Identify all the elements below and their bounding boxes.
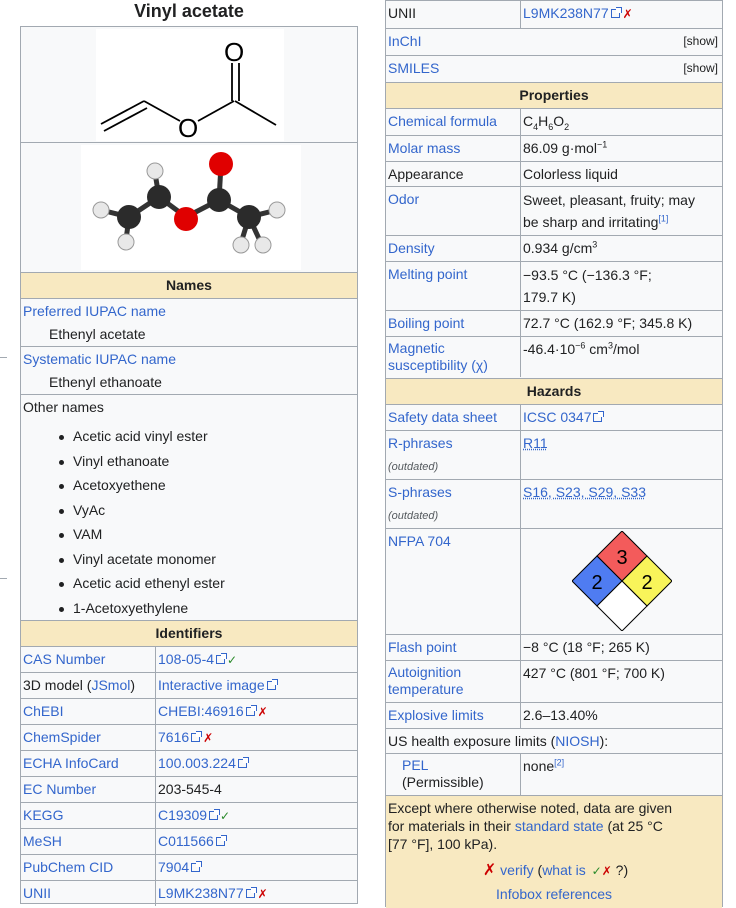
nfpa-704-link[interactable]: NFPA 704 — [388, 533, 451, 549]
explosive-limits-value: 2.6–13.40% — [523, 707, 598, 723]
s-phrases-values[interactable]: S16, S23, S29, S33 — [523, 484, 646, 500]
flash-point-link[interactable]: Flash point — [388, 639, 457, 655]
melting-point-row — [386, 261, 722, 310]
cross-icon: ✗ — [257, 705, 268, 719]
identifier-value: 203-545-4 — [158, 781, 222, 797]
ball-and-stick-model-image[interactable] — [81, 145, 301, 270]
magnetic-value: -46.4·10 — [523, 341, 576, 357]
odor-value-line2: be sharp and irritating — [523, 214, 659, 230]
other-names-label: Other names — [23, 399, 104, 415]
infobox-left — [20, 26, 358, 904]
systematic-iupac-link[interactable]: Systematic IUPAC name — [23, 351, 177, 367]
identifier-label-link[interactable]: CAS Number — [23, 651, 106, 667]
autoignition-row — [386, 660, 722, 702]
identifier-label-link[interactable]: ChemSpider — [23, 729, 101, 745]
other-name-item: Acetic acid ethenyl ester — [59, 571, 225, 596]
identifier-row — [21, 776, 357, 802]
us-health-label: US health exposure limits ( — [388, 733, 556, 749]
molar-mass-link[interactable]: Molar mass — [388, 140, 461, 156]
melting-value-line2: 179.7 K) — [523, 289, 576, 305]
smiles-link[interactable]: SMILES — [388, 60, 440, 76]
pel-reference-link[interactable]: [2] — [554, 757, 565, 768]
pel-value: none — [523, 758, 555, 774]
identifiers-header: Identifiers — [21, 620, 357, 646]
identifier-label-link[interactable]: EC Number — [23, 781, 97, 797]
identifier-row — [21, 698, 357, 724]
other-names-list — [59, 424, 225, 620]
unii-row — [386, 1, 722, 28]
infobox-references-link[interactable]: Infobox references — [496, 886, 612, 902]
cross-icon: ✗ — [203, 731, 214, 745]
infobox-right — [385, 0, 723, 907]
pel-link[interactable]: PEL — [402, 757, 429, 773]
s-phrases-link[interactable]: S-phrases — [388, 484, 452, 500]
autoignition-value: 427 °C (801 °F; 700 K) — [523, 665, 665, 681]
us-health-row: US health exposure limits (NIOSH): — [386, 728, 722, 753]
pel-row — [386, 753, 722, 795]
preferred-iupac-link[interactable]: Preferred IUPAC name — [23, 303, 166, 319]
explosive-limits-row — [386, 702, 722, 728]
identifier-value-link[interactable]: L9MK238N77 — [158, 885, 244, 901]
identifier-label-link[interactable]: PubChem CID — [23, 859, 114, 875]
magnetic-susceptibility-link[interactable]: Magnetic — [388, 340, 445, 356]
external-link-icon — [611, 9, 620, 18]
identifier-row — [21, 672, 357, 698]
identifier-label-link[interactable]: MeSH — [23, 833, 62, 849]
systematic-iupac-value: Ethenyl ethanoate — [49, 374, 162, 390]
jsmol-link[interactable]: JSmol — [91, 677, 131, 693]
margin-tick — [0, 357, 7, 358]
s-phrases-outdated: (outdated) — [388, 510, 439, 522]
other-names-row — [21, 394, 357, 620]
margin-tick — [0, 578, 7, 579]
check-icon: ✓ — [227, 653, 238, 667]
identifier-label-link[interactable]: ChEBI — [23, 703, 64, 719]
other-name-item: VyAc — [59, 498, 225, 523]
other-name-item: Acetic acid vinyl ester — [59, 424, 225, 449]
preferred-iupac-row — [21, 298, 357, 346]
smiles-show-toggle[interactable]: [show] — [683, 61, 718, 75]
other-name-item: VAM — [59, 522, 225, 547]
formula-row — [386, 108, 722, 135]
svg-text:O: O — [224, 37, 245, 67]
odor-link[interactable]: Odor — [388, 191, 420, 207]
external-link-icon — [267, 681, 276, 690]
unii-link[interactable]: L9MK238N77 — [523, 5, 609, 21]
standard-state-link[interactable]: standard state — [514, 818, 604, 834]
chemical-formula-value: $C_4H_6O_2$ — [523, 113, 570, 132]
nfpa-instability: 2 — [641, 572, 653, 594]
external-link-icon — [593, 413, 602, 422]
names-header: Names — [21, 272, 357, 298]
density-row: Density 0.934 $g/cm^3$ — [386, 235, 722, 261]
cross-icon: ✗ — [601, 864, 612, 878]
inchi-link[interactable]: InChI — [388, 33, 422, 49]
inchi-row[interactable] — [386, 28, 722, 55]
r-phrases-link[interactable]: R-phrases — [388, 435, 453, 451]
identifier-row — [21, 802, 357, 828]
molar-mass-row: Molar mass 86.09 g·mol$^{-1}$ — [386, 135, 722, 161]
r-phrases-row — [386, 430, 722, 479]
preferred-iupac-value: Ethenyl acetate — [49, 326, 146, 342]
infobox-footer: Except where otherwise noted, data are given for materials in their standard state (at 25 °C [77 °F], 100 kPa). ✗ verify (what is ✓✗ ?) Infobox references — [386, 795, 722, 908]
cross-icon: ✗ — [622, 7, 633, 21]
identifier-value-link[interactable]: 7616 — [158, 729, 190, 745]
page-title: Vinyl acetate — [134, 1, 244, 21]
unii-label: UNII — [388, 5, 416, 21]
other-name-item: Vinyl ethanoate — [59, 449, 225, 474]
identifier-value-link[interactable]: 100.003.224 — [158, 755, 236, 771]
r11-link[interactable]: R11 — [523, 435, 548, 451]
boiling-point-value: 72.7 °C (162.9 °F; 345.8 K) — [523, 315, 693, 331]
svg-text:O: O — [178, 113, 199, 141]
sds-link[interactable]: Safety data sheet — [388, 409, 497, 425]
nfpa-flammability: 3 — [616, 547, 628, 569]
what-is-link[interactable]: what is — [542, 862, 586, 878]
systematic-iupac-row — [21, 346, 357, 394]
footer-line1: Except where otherwise noted, data are given — [388, 800, 673, 816]
r-phrases-outdated: (outdated) — [388, 461, 439, 473]
molar-mass-value: 86.09 g·mol — [523, 140, 597, 156]
external-link-icon — [216, 837, 225, 846]
odor-reference-link[interactable]: [1] — [658, 213, 669, 224]
check-icon: ✓ — [220, 809, 231, 823]
footer-line3: [77 °F], 100 kPa). — [388, 836, 498, 852]
nfpa-health: 2 — [591, 572, 603, 594]
identifier-label-link[interactable]: UNII — [23, 885, 51, 901]
identifier-row — [21, 828, 357, 854]
identifier-label: 3D model (JSmol) — [23, 677, 136, 693]
melting-point-link[interactable]: Melting point — [388, 266, 468, 282]
skeletal-formula-image[interactable] — [96, 29, 284, 141]
pel-sub: (Permissible) — [402, 774, 484, 790]
identifier-label-link[interactable]: KEGG — [23, 807, 64, 823]
smiles-row[interactable] — [386, 55, 722, 82]
icsc-link[interactable]: ICSC 0347 — [523, 409, 592, 425]
identifier-value-link[interactable]: C19309 — [158, 807, 208, 823]
nfpa-diamond[interactable] — [572, 531, 672, 631]
properties-header: Properties — [386, 82, 722, 108]
external-link-icon — [246, 889, 255, 898]
other-name-item: 1-Acetoxyethylene — [59, 596, 225, 621]
external-link-icon — [209, 811, 218, 820]
niosh-link[interactable]: NIOSH — [555, 733, 600, 749]
melting-value-line1: −93.5 °C (−136.3 °F; — [523, 267, 652, 283]
external-link-icon — [246, 707, 255, 716]
identifier-value-link[interactable]: C011566 — [158, 833, 214, 849]
sds-row — [386, 404, 722, 430]
s-phrases-row — [386, 479, 722, 528]
identifier-value-link[interactable]: Interactive image — [158, 677, 265, 693]
inchi-show-toggle[interactable]: [show] — [683, 34, 718, 48]
external-link-icon — [191, 733, 200, 742]
identifier-row — [21, 724, 357, 750]
autoignition-link-2[interactable]: temperature — [388, 681, 464, 697]
nfpa-row — [386, 528, 722, 634]
check-icon: ✓ — [591, 864, 602, 878]
external-link-icon — [191, 863, 200, 872]
other-name-item: Vinyl acetate monomer — [59, 547, 225, 572]
identifier-value-link[interactable]: 108-05-4 — [158, 651, 215, 667]
boiling-point-row — [386, 310, 722, 336]
identifier-row — [21, 854, 357, 880]
odor-row — [386, 186, 722, 235]
flash-point-value: −8 °C (18 °F; 265 K) — [523, 639, 650, 655]
identifier-value-link[interactable]: 7904 — [158, 859, 190, 875]
identifier-value-link[interactable]: CHEBI:46916 — [158, 703, 244, 719]
verify-link[interactable]: verify — [500, 862, 534, 878]
identifier-row — [21, 646, 357, 672]
magnetic-susceptibility-link-2[interactable]: susceptibility (χ) — [388, 357, 488, 373]
flash-point-row — [386, 634, 722, 660]
appearance-label: Appearance — [388, 166, 464, 182]
odor-value-line1: Sweet, pleasant, fruity; may — [523, 192, 695, 208]
density-link[interactable]: Density — [388, 240, 435, 256]
identifier-row — [21, 750, 357, 776]
magnetic-row: Magnetic susceptibility (χ) $-46.4\cdot 10^{-6}$ $cm^3$/mol — [386, 336, 722, 378]
external-link-icon — [238, 759, 247, 768]
identifier-row — [21, 880, 357, 906]
hazards-header: Hazards — [386, 378, 722, 404]
density-value: 0.934 g/cm — [523, 240, 593, 256]
cross-icon: ✗ — [482, 862, 497, 879]
appearance-row — [386, 161, 722, 186]
other-name-item: Acetoxyethene — [59, 473, 225, 498]
identifier-label-link[interactable]: ECHA InfoCard — [23, 755, 119, 771]
autoignition-link[interactable]: Autoignition — [388, 664, 462, 680]
cross-icon: ✗ — [257, 887, 268, 901]
appearance-value: Colorless liquid — [523, 166, 618, 182]
external-link-icon — [216, 655, 225, 664]
chemical-formula-link[interactable]: Chemical formula — [388, 113, 497, 129]
boiling-point-link[interactable]: Boiling point — [388, 315, 465, 331]
explosive-limits-link[interactable]: Explosive limits — [388, 707, 484, 723]
